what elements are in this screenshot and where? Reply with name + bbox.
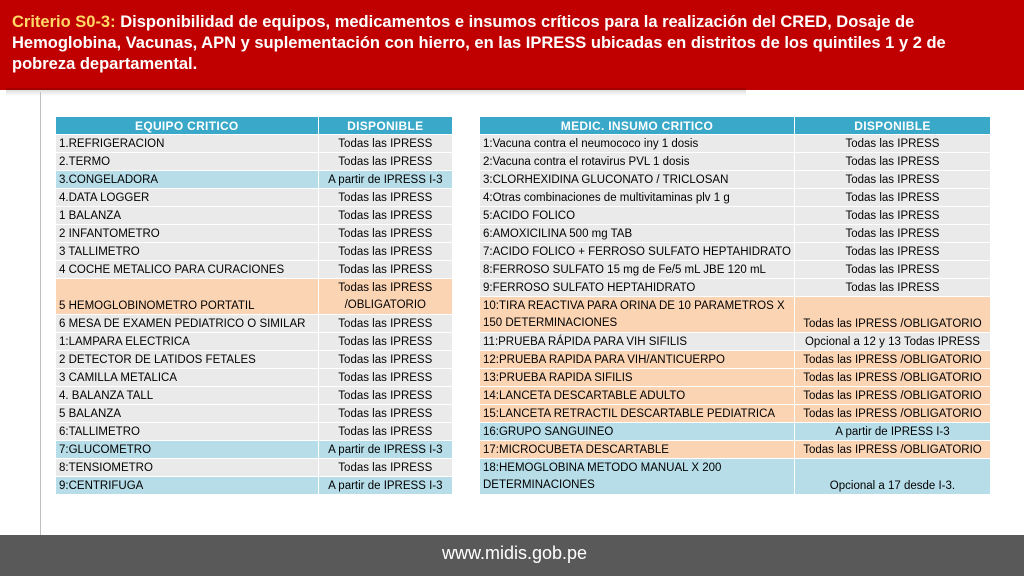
equipment-name: 3 CAMILLA METALICA: [56, 369, 319, 387]
equipment-name: 5 HEMOGLOBINOMETRO PORTATIL: [56, 279, 319, 315]
supply-name: 10:TIRA REACTIVA PARA ORINA DE 10 PARAMETROS X 150 DETERMINACIONES: [480, 297, 795, 333]
equipment-name: 4 COCHE METALICO PARA CURACIONES: [56, 261, 319, 279]
table-row: [56, 135, 453, 153]
table-row: [480, 387, 991, 405]
availability: Todas las IPRESS: [318, 405, 452, 423]
table-row: [480, 369, 991, 387]
criterio-label: Criterio S0-3:: [12, 13, 116, 31]
availability: Todas las IPRESS: [318, 261, 452, 279]
availability: Todas las IPRESS: [318, 153, 452, 171]
table-row: [480, 423, 991, 441]
availability: Todas las IPRESS: [318, 135, 452, 153]
supplies-table: [479, 116, 991, 495]
availability: A partir de IPRESS I-3: [318, 477, 452, 495]
table-header-row: [56, 117, 453, 135]
availability: Todas las IPRESS /OBLIGATORIO: [318, 279, 452, 315]
supply-name: 8:FERROSO SULFATO 15 mg de Fe/5 mL JBE 120 mL: [480, 261, 795, 279]
availability: Todas las IPRESS /OBLIGATORIO: [794, 405, 990, 423]
availability: A partir de IPRESS I-3: [318, 171, 452, 189]
table-row: [56, 189, 453, 207]
supply-name: 11:PRUEBA RÁPIDA PARA VIH SIFILIS: [480, 333, 795, 351]
table-row: [56, 315, 453, 333]
table-row: [56, 279, 453, 315]
table-row: [480, 207, 991, 225]
availability: Todas las IPRESS: [794, 153, 990, 171]
equipment-name: 2.TERMO: [56, 153, 319, 171]
table-row: [56, 171, 453, 189]
table-row: [56, 441, 453, 459]
slide-title: [0, 0, 1024, 90]
availability: Opcional a 17 desde I-3.: [794, 459, 990, 495]
table-row: [480, 171, 991, 189]
availability: Todas las IPRESS: [318, 189, 452, 207]
availability: Todas las IPRESS: [318, 225, 452, 243]
table-row: [480, 279, 991, 297]
availability: A partir de IPRESS I-3: [794, 423, 990, 441]
supply-name: 18:HEMOGLOBINA METODO MANUAL X 200 DETERMINACIONES: [480, 459, 795, 495]
table-row: [480, 333, 991, 351]
availability: Todas las IPRESS: [318, 369, 452, 387]
table-row: [56, 369, 453, 387]
table-header-row: [480, 117, 991, 135]
table-row: [480, 189, 991, 207]
equipment-name: 4. BALANZA TALL: [56, 387, 319, 405]
supply-name: 1:Vacuna contra el neumococo iny 1 dosis: [480, 135, 795, 153]
table-row: [56, 243, 453, 261]
equipment-name: 6:TALLIMETRO: [56, 423, 319, 441]
supply-name: 7:ACIDO FOLICO + FERROSO SULFATO HEPTAHIDRATO: [480, 243, 795, 261]
equipment-name: 9:CENTRIFUGA: [56, 477, 319, 495]
supply-name: 17:MICROCUBETA DESCARTABLE: [480, 441, 795, 459]
table-row: [56, 387, 453, 405]
table-row: [480, 135, 991, 153]
table-row: [56, 225, 453, 243]
availability: Todas las IPRESS: [794, 207, 990, 225]
supply-name: 5:ACIDO FOLICO: [480, 207, 795, 225]
supply-name: 9:FERROSO SULFATO HEPTAHIDRATO: [480, 279, 795, 297]
supply-name: 3:CLORHEXIDINA GLUCONATO / TRICLOSAN: [480, 171, 795, 189]
availability: Todas las IPRESS: [318, 423, 452, 441]
table-row: [56, 207, 453, 225]
availability: Todas las IPRESS /OBLIGATORIO: [794, 387, 990, 405]
availability: Opcional a 12 y 13 Todas IPRESS: [794, 333, 990, 351]
equipment-name: 1 BALANZA: [56, 207, 319, 225]
availability: Todas las IPRESS /OBLIGATORIO: [794, 441, 990, 459]
availability: Todas las IPRESS: [794, 243, 990, 261]
header-medic-insumo-critico: MEDIC. INSUMO CRITICO: [480, 117, 795, 135]
table-row: [56, 333, 453, 351]
supply-name: 4:Otras combinaciones de multivitaminas plv 1 g: [480, 189, 795, 207]
equipment-name: 1:LAMPARA ELECTRICA: [56, 333, 319, 351]
supply-name: 6:AMOXICILINA 500 mg TAB: [480, 225, 795, 243]
availability: Todas las IPRESS /OBLIGATORIO: [794, 369, 990, 387]
header-equipo-critico: EQUIPO CRITICO: [56, 117, 319, 135]
availability: Todas las IPRESS: [318, 333, 452, 351]
table-row: [480, 261, 991, 279]
criterio-text: Disponibilidad de equipos, medicamentos e insumos críticos para la realización del CRED, Dosaje de Hemoglobina, Vacunas, APN y suplementación con hierro, en las IPRESS ubicadas en distritos de los quintiles 1 y 2 de pobreza departamental.: [12, 13, 946, 73]
availability: Todas las IPRESS: [794, 189, 990, 207]
table-row: [56, 405, 453, 423]
table-row: [480, 351, 991, 369]
table-row: [480, 153, 991, 171]
equipment-name: 1.REFRIGERACION: [56, 135, 319, 153]
availability: Todas las IPRESS: [318, 459, 452, 477]
availability: Todas las IPRESS: [794, 261, 990, 279]
availability: Todas las IPRESS: [318, 207, 452, 225]
header-disponible: DISPONIBLE: [794, 117, 990, 135]
header-disponible: DISPONIBLE: [318, 117, 452, 135]
availability: Todas las IPRESS /OBLIGATORIO: [794, 351, 990, 369]
availability: Todas las IPRESS: [794, 225, 990, 243]
equipment-name: 3 TALLIMETRO: [56, 243, 319, 261]
footer-bar: [0, 535, 1024, 576]
availability: Todas las IPRESS: [318, 387, 452, 405]
table-row: [480, 459, 991, 495]
equipment-name: 5 BALANZA: [56, 405, 319, 423]
equipment-name: 4.DATA LOGGER: [56, 189, 319, 207]
availability: Todas las IPRESS: [318, 315, 452, 333]
table-row: [56, 153, 453, 171]
table-row: [480, 297, 991, 333]
table-row: [480, 405, 991, 423]
supply-name: 13:PRUEBA RAPIDA SIFILIS: [480, 369, 795, 387]
availability: Todas las IPRESS: [794, 135, 990, 153]
left-divider-line: [40, 92, 41, 535]
equipment-name: 7:GLUCOMETRO: [56, 441, 319, 459]
equipment-name: 8:TENSIOMETRO: [56, 459, 319, 477]
table-row: [56, 351, 453, 369]
equipment-table: [55, 116, 453, 495]
footer-url: www.midis.gob.pe: [442, 543, 588, 563]
table-row: [480, 225, 991, 243]
equipment-name: 6 MESA DE EXAMEN PEDIATRICO O SIMILAR: [56, 315, 319, 333]
title-shadow: [6, 88, 746, 96]
availability: Todas las IPRESS: [794, 279, 990, 297]
supply-name: 2:Vacuna contra el rotavirus PVL 1 dosis: [480, 153, 795, 171]
table-row: [480, 243, 991, 261]
availability: Todas las IPRESS: [794, 171, 990, 189]
equipment-name: 2 INFANTOMETRO: [56, 225, 319, 243]
supply-name: 14:LANCETA DESCARTABLE ADULTO: [480, 387, 795, 405]
equipment-name: 2 DETECTOR DE LATIDOS FETALES: [56, 351, 319, 369]
availability: A partir de IPRESS I-3: [318, 441, 452, 459]
table-row: [56, 261, 453, 279]
availability: Todas las IPRESS: [318, 243, 452, 261]
availability: Todas las IPRESS: [318, 351, 452, 369]
table-row: [56, 423, 453, 441]
availability: Todas las IPRESS /OBLIGATORIO: [794, 297, 990, 333]
supply-name: 12:PRUEBA RAPIDA PARA VIH/ANTICUERPO: [480, 351, 795, 369]
equipment-name: 3.CONGELADORA: [56, 171, 319, 189]
supply-name: 16:GRUPO SANGUINEO: [480, 423, 795, 441]
table-row: [56, 459, 453, 477]
table-row: [56, 477, 453, 495]
supply-name: 15:LANCETA RETRACTIL DESCARTABLE PEDIATRICA: [480, 405, 795, 423]
table-row: [480, 441, 991, 459]
